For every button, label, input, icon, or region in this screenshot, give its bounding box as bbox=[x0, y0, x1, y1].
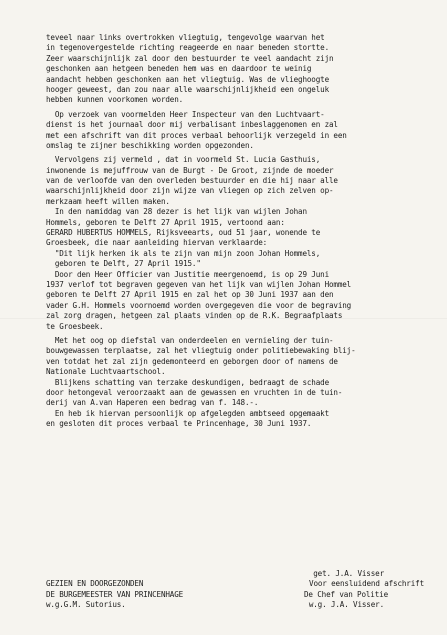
endorsement-line: DE BURGEMEESTER VAN PRINCENHAGE bbox=[46, 589, 184, 599]
paragraph bbox=[46, 207, 424, 332]
text-line: met een afschrift van dit proces verbaal behoorlijk verzegeld in een bbox=[46, 130, 347, 140]
text-line: hebben kunnen voorkomen worden. bbox=[46, 95, 184, 105]
text-line: bouwgewassen terplaatse, zal het vliegtuig onder politiebewaking blij- bbox=[46, 346, 356, 356]
text-line: in tegenovergestelde richting reageerde en naar beneden stortte. bbox=[46, 43, 329, 53]
signature-block bbox=[46, 569, 424, 611]
text-line: GERARD HUBERTUS HOMMELS, Rijksveearts, oud 51 jaar, wonende te bbox=[46, 228, 321, 238]
paragraph bbox=[46, 33, 424, 106]
text-line: inwonende is mejuffrouw van de Burgt - De Groot, zijnde de moeder bbox=[46, 165, 334, 175]
text-line: dienst is het journaal door mij verbalisant inbeslaggenomen en zal bbox=[46, 120, 338, 130]
text-line: Groesbeek, die naar aanleiding hiervan verklaarde: bbox=[46, 238, 268, 248]
endorsement-line: GEZIEN EN DOORGEZONDEN bbox=[46, 579, 144, 589]
text-line: Met het oog op diefstal van onderdeelen en vernieling der tuin- bbox=[46, 335, 334, 345]
text-line: Op verzoek van voormelden Heer Inspecteur van den Luchtvaart- bbox=[46, 109, 325, 119]
text-line: Hommels, geboren te Delft 27 April 1915, vertoond aan: bbox=[46, 217, 285, 227]
text-line: In den namiddag van 28 dezer is het lijk van wijlen Johan bbox=[46, 207, 307, 217]
text-line: zal zorg dragen, hetgeen zal plaats vinden op de R.K. Begraafplaats bbox=[46, 311, 343, 321]
text-line: teveel naar links overtrokken vliegtuig, tengevolge waarvan het bbox=[46, 33, 325, 42]
text-line: hooger geweest, dan zou naar alle waarschijnlijkheid een ongeluk bbox=[46, 84, 329, 94]
text-line: omslag te zijner beschikking worden opgezonden. bbox=[46, 140, 254, 150]
paragraph bbox=[46, 378, 424, 430]
text-line: door hetongeval veroorzaakt aan de gewassen en vruchten in de tuin- bbox=[46, 387, 343, 397]
text-line: merkzaam heeft willen maken. bbox=[46, 196, 170, 206]
signed-by: get. J.A. Visser bbox=[313, 569, 384, 578]
text-line: van de verloofde van den overleden bestuurder en die hij naar alle bbox=[46, 176, 338, 186]
paragraph bbox=[46, 155, 424, 207]
text-line: Door den Heer Officier van Justitie meergenoemd, is op 29 Juni bbox=[46, 269, 329, 279]
text-line: geboren te Delft, 27 April 1915." bbox=[46, 259, 201, 269]
text-line: te Groesbeek. bbox=[46, 321, 104, 331]
text-line: Zeer waarschijnlijk zal door den bestuurder te veel aandacht zijn bbox=[46, 53, 334, 63]
copy-certification-line: Voor eensluidend afschrift bbox=[309, 579, 424, 589]
endorsement-line: w.g.G.M. Sutorius. bbox=[46, 600, 126, 610]
text-line: Nationale Luchtvaartschool. bbox=[46, 367, 166, 377]
text-line: aandacht hebben geschonken aan het vliegtuig. Was de vlieghoogte bbox=[46, 74, 329, 84]
text-line: En heb ik hiervan persoonlijk op afgelegden ambtseed opgemaakt bbox=[46, 408, 329, 418]
text-line: en gesloten dit proces verbaal te Princenhage, 30 Juni 1937. bbox=[46, 419, 312, 429]
text-line: ven totdat het zal zijn gedemonteerd en geborgen door of namens de bbox=[46, 356, 338, 366]
text-line: geschonken aan hetgeen beneden hem was en daardoor te weinig bbox=[46, 64, 312, 74]
paragraph bbox=[46, 110, 424, 152]
text-line: waarschijnlijkheid door zijn wijze van vliegen op zich zelven op- bbox=[46, 186, 334, 196]
text-line: geboren te Delft 27 April 1915 en zal het op 30 Juni 1937 aan den bbox=[46, 290, 334, 300]
paragraph bbox=[46, 336, 424, 378]
text-line: 1937 verlof tot begraven gegeven van het lijk van wijlen Johan Hommel bbox=[46, 279, 352, 289]
copy-certification-line: w.g. J.A. Visser. bbox=[308, 600, 384, 610]
text-line: Vervolgens zij vermeld , dat in voormeld St. Lucia Gasthuis, bbox=[46, 155, 321, 165]
text-line: derij van A.van Haperen een bedrag van f. 148.-. bbox=[46, 398, 259, 408]
text-line: vader G.H. Hommels voornoemd worden overgegeven die voor de begraving bbox=[46, 300, 352, 310]
text-line: Blijkens schatting van terzake deskundigen, bedraagt de schade bbox=[46, 377, 329, 387]
text-line: "Dit lijk herken ik als te zijn van mijn zoon Johan Hommels, bbox=[46, 248, 321, 258]
document-body bbox=[46, 33, 424, 429]
copy-certification-line: De Chef van Politie bbox=[303, 589, 388, 599]
